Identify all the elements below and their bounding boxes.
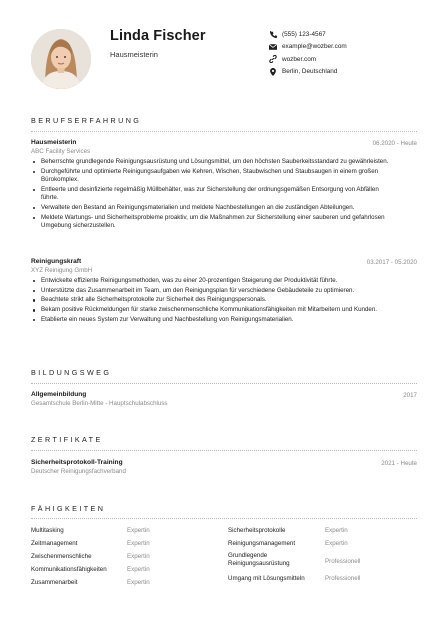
section-title-skills: FÄHIGKEITEN bbox=[31, 504, 106, 513]
list-item: Entleerte und desinfizierte regelmäßig Müllbehälter, was zur Sicherstellung der ordnungsgemäßen Entsorgung von Abfällen führte. bbox=[31, 186, 391, 203]
skill-name: Zusammenarbeit bbox=[31, 579, 78, 586]
skill-level: Expertin bbox=[127, 553, 150, 560]
skill-name: Reinigungsmanagement bbox=[228, 540, 296, 547]
skill-name: Kommunikationsfähigkeiten bbox=[31, 566, 107, 573]
contact-location bbox=[268, 66, 347, 79]
certificate-title: Sicherheitsprotokoll-Training bbox=[31, 459, 123, 466]
contact-email bbox=[268, 41, 347, 54]
phone-icon bbox=[268, 30, 278, 38]
list-item: Verwaltete den Bestand an Reinigungsmaterialien und meldete Nachbestellungen an die zuständigen Abteilungen. bbox=[31, 204, 391, 212]
list-item: Meldete Wartungs- und Sicherheitsprobleme proaktiv, um die Maßnahmen zur Sicherstellung einer sauberen und gefahrlosen Umgebung sicherzustellen. bbox=[31, 214, 391, 231]
person-name: Linda Fischer bbox=[110, 28, 206, 44]
list-item: Beherrschte grundlegende Reinigungsausrüstung und Lösungsmittel, um den höchsten Sauberkeitsstandard zu gewährleisten. bbox=[31, 158, 391, 166]
job-company-2: XYZ Reinigung GmbH bbox=[31, 267, 93, 274]
education-title: Allgemeinbildung bbox=[31, 391, 87, 398]
list-item: Etablierte ein neues System zur Verwaltung und Nachbestellung von Reinigungsmaterialien. bbox=[31, 316, 391, 324]
skill-level: Expertin bbox=[325, 527, 348, 534]
profile-photo bbox=[31, 29, 91, 89]
job-company-1: ABC Facility Services bbox=[31, 148, 91, 155]
job-title: Hausmeisterin bbox=[110, 50, 158, 59]
contact-list bbox=[268, 28, 347, 78]
certificate-date: 2021 - Heute bbox=[381, 460, 417, 467]
section-title-education: BILDUNGSWEG bbox=[31, 368, 112, 377]
list-item: Durchgeführte und optimierte Reinigungsaufgaben wie Kehren, Wischen, Staubwischen und Staubsaugen in einem großen Bürokomplex. bbox=[31, 168, 391, 185]
skill-level: Expertin bbox=[325, 540, 348, 547]
section-divider bbox=[31, 131, 417, 132]
location-text: Berlin, Deutschland bbox=[282, 68, 338, 76]
section-title-experience: BERUFSERFAHRUNG bbox=[31, 116, 142, 125]
list-item: Entwickelte effiziente Reinigungsmethoden, was zu einer 20-prozentigen Steigerung der Produktivität führte. bbox=[31, 277, 391, 285]
link-icon bbox=[268, 55, 278, 63]
job-title-2: Reinigungskraft bbox=[31, 258, 82, 265]
contact-website bbox=[268, 53, 347, 66]
contact-phone bbox=[268, 28, 347, 41]
skill-name: Multitasking bbox=[31, 527, 64, 534]
job-date-1: 06.2020 - Heute bbox=[372, 140, 417, 147]
location-pin-icon bbox=[268, 68, 278, 76]
skill-name: Grundlegende Reinigungsausrüstung bbox=[228, 552, 290, 567]
list-item: Bekam positive Rückmeldungen für starke zwischenmenschliche Kommunikationsfähigkeiten mit Mitarbeitern und Kunden. bbox=[31, 306, 391, 314]
section-title-certificates: ZERTIFIKATE bbox=[31, 435, 103, 444]
skill-name: Zeitmanagement bbox=[31, 540, 78, 547]
website-text[interactable]: wozber.com bbox=[282, 55, 317, 63]
skill-level: Expertin bbox=[127, 540, 150, 547]
list-item: Beachtete strikt alle Sicherheitsprotokolle zur Sicherheit des Reinigungspersonals. bbox=[31, 296, 391, 304]
skill-level: Expertin bbox=[127, 566, 150, 573]
skill-level: Professionell bbox=[325, 558, 361, 565]
email-text[interactable]: example@wozber.com bbox=[282, 43, 347, 51]
skill-level: Expertin bbox=[127, 579, 150, 586]
skill-level: Expertin bbox=[127, 527, 150, 534]
job-title-1: Hausmeisterin bbox=[31, 139, 77, 146]
mail-icon bbox=[268, 43, 278, 51]
phone-text: (555) 123-4567 bbox=[282, 30, 326, 38]
skill-name: Sicherheitsprotokolle bbox=[228, 527, 286, 534]
skill-name: Zwischenmenschliche bbox=[31, 553, 92, 560]
education-date: 2017 bbox=[403, 392, 417, 399]
section-divider bbox=[31, 450, 417, 451]
job-bullets-2 bbox=[31, 277, 391, 326]
list-item: Unterstützte das Zusammenarbeit im Team, um den Reinigungsplan für verschiedene Gebäudeteile zu optimieren. bbox=[31, 287, 391, 295]
section-divider bbox=[31, 383, 417, 384]
job-date-2: 03.2017 - 05.2020 bbox=[366, 259, 417, 266]
certificate-issuer: Deutscher Reinigungsfachverband bbox=[31, 468, 126, 475]
education-school: Gesamtschule Berlin-Mitte - Hauptschulabschluss bbox=[31, 400, 168, 407]
skill-name: Umgang mit Lösungsmitteln bbox=[228, 575, 305, 582]
skill-level: Professionell bbox=[325, 575, 361, 582]
job-bullets-1 bbox=[31, 158, 391, 232]
section-divider bbox=[31, 518, 417, 519]
